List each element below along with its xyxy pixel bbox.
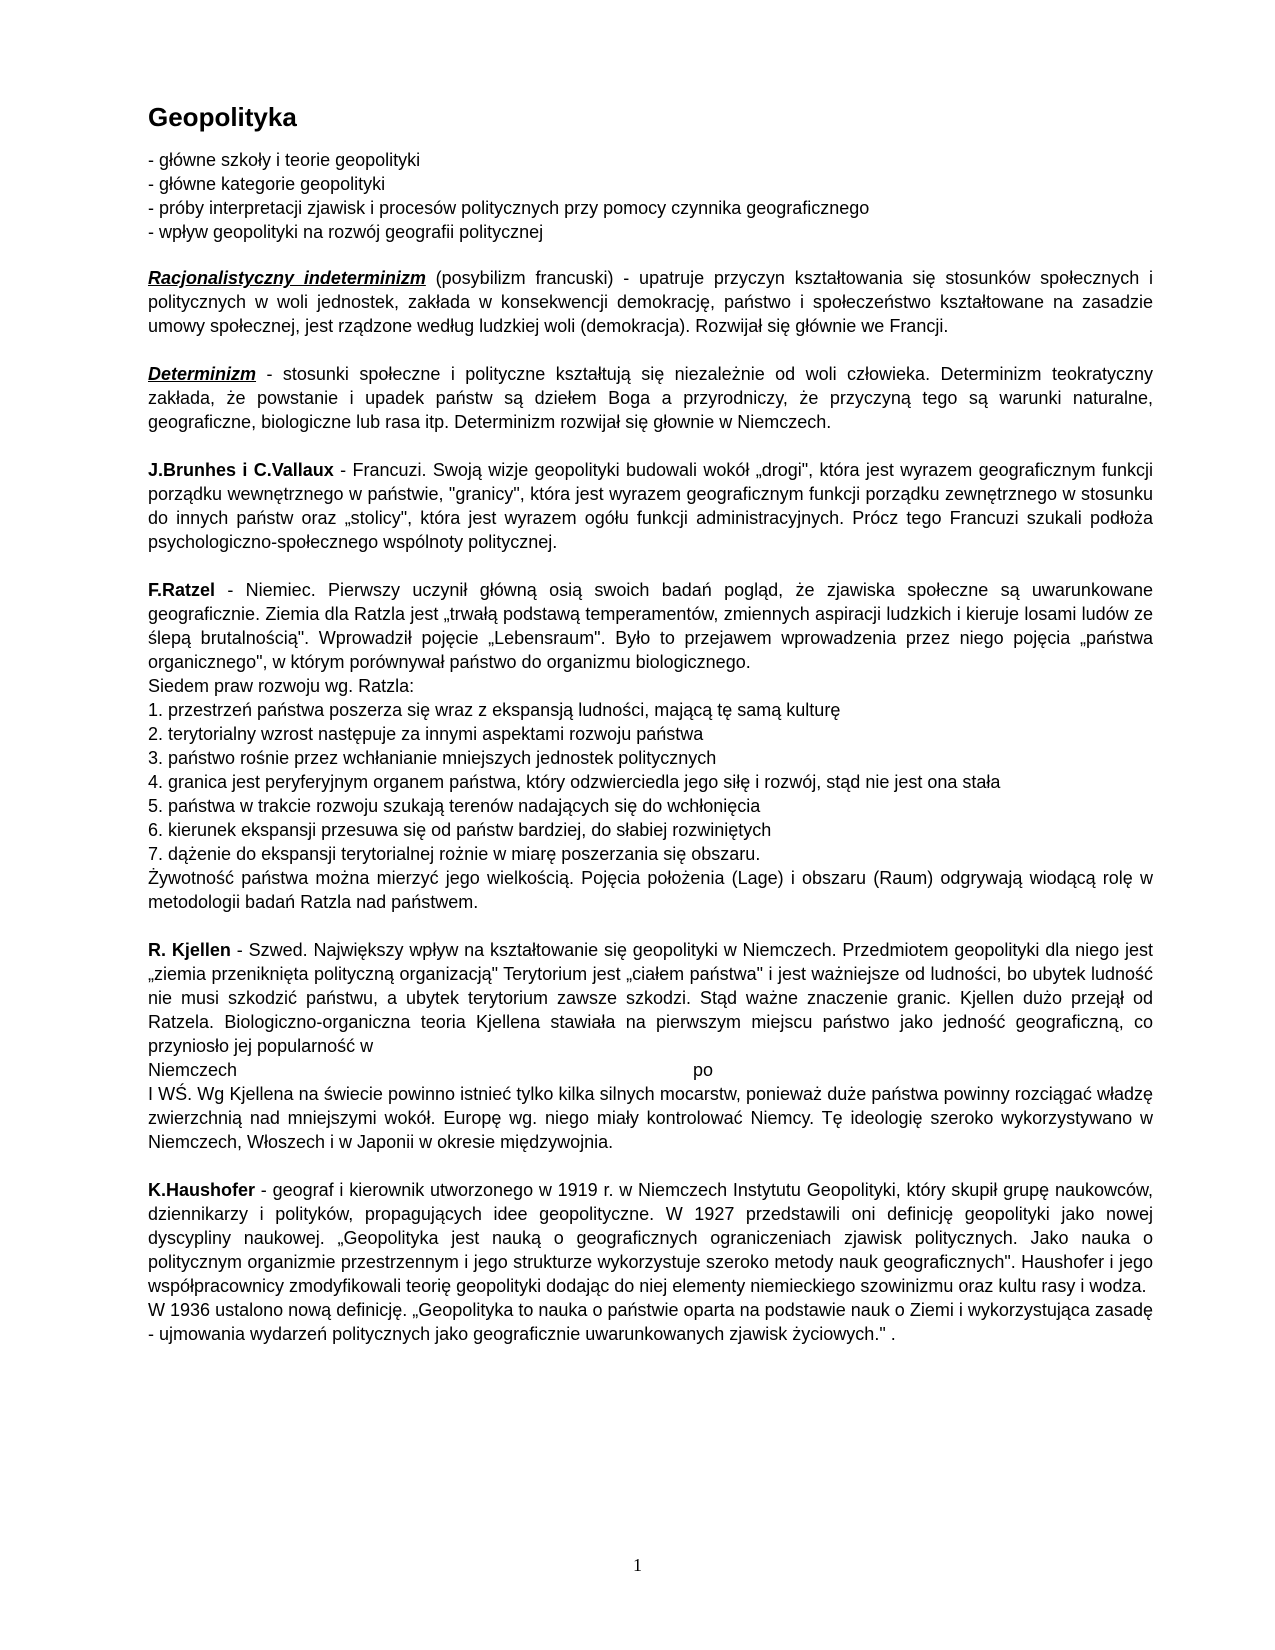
paragraph-text: - geograf i kierownik utworzonego w 1919 r. w Niemczech Instytutu Geopolityki, który skupił grupę naukowców, dziennikarzy i polityków, propagujących idee geopolityczne. W 1927 przedstawili oni definicję geopolityki jako nowej dyscypliny naukowej. „Geopolityka jest nauką o geograficznych ograniczeniach zjawisk politycznych. Jako nauka o politycznym organizmie przestrzennym i jego strukturze wykorzystuje szeroko metody nauk geograficznych". Haushofer i jego współpracownicy zmodyfikowali teorię geopolityki dodając do niej elementy niemieckiego szowinizmu oraz kultu rasy i wodza. <box>148 1180 1153 1296</box>
list-item: 4. granica jest peryferyjnym organem państwa, który odzwierciedla jego siłę i rozwój, stąd nie jest ona stała <box>148 772 1001 792</box>
list-item: 1. przestrzeń państwa poszerza się wraz z ekspansją ludności, mającą tę samą kulturę <box>148 700 841 720</box>
paragraph-text: (posybilizm francuski) - upatruje przyczyn kształtowania się stosunków społecznych i politycznych w woli jednostek, zakłada w konsekwencji demokrację, państwo i społeczeństwo kształtowane na zasadzie umowy społecznej, jest rządzone według ludzkiej woli (demokracja). Rozwijał się głównie we Francji. <box>148 268 1154 336</box>
split-right: po <box>692 1060 713 1080</box>
paragraph-determinizm <box>148 362 1153 434</box>
paragraph-haushofer <box>148 1178 1153 1298</box>
section-ratzel <box>148 578 1153 914</box>
topic-item: - próby interpretacji zjawisk i procesów politycznych przy pomocy czynnika geograficznego <box>148 198 870 218</box>
paragraph-haushofer-second: W 1936 ustalono nową definicję. „Geopolityka to nauka o państwie oparta na podstawie nauk o Ziemi i wykorzystująca zasadę - ujmowania wydarzeń politycznych jako geograficznie uwarunkowanych zjawisk życiowych." . <box>148 1300 1153 1344</box>
term-brunhes: J.Brunhes i C.Vallaux <box>148 460 334 480</box>
topic-list <box>148 148 1153 244</box>
section-haushofer <box>148 1178 1153 1346</box>
paragraph-kjellen <box>148 938 1153 1058</box>
term-kjellen: R. Kjellen <box>148 940 231 960</box>
topic-item: - główne kategorie geopolityki <box>148 174 386 194</box>
split-line <box>148 1058 1153 1082</box>
paragraph-racjonalistyczny <box>148 266 1153 338</box>
section-kjellen <box>148 938 1153 1154</box>
paragraph-text: - stosunki społeczne i polityczne kształtują się niezależnie od woli człowieka. Determinizm teokratyczny zakłada, że powstanie i upadek państw są dziełem Boga a przyrodniczy, że przyczyną tego są warunki naturalne, geograficzne, biologiczne lub rasa itp. Determinizm rozwijał się głownie w Niemczech. <box>148 364 1153 432</box>
list-item: 5. państwa w trakcie rozwoju szukają terenów nadających się do wchłonięcia <box>148 796 761 816</box>
paragraph-ratzel <box>148 578 1153 674</box>
paragraph-kjellen-continuation: I WŚ. Wg Kjellena na świecie powinno istnieć tylko kilka silnych mocarstw, ponieważ duże państwa powinny rozciągać władzę zwierzchnią nad mniejszymi wokół. Europę wg. niego miały kontrolować Niemcy. Tę ideologię szeroko wykorzystywano w Niemczech, Włoszech i w Japonii w okresie międzywojnia. <box>148 1084 1153 1152</box>
ratzel-laws <box>148 674 1153 866</box>
list-item: 3. państwo rośnie przez wchłanianie mniejszych jednostek politycznych <box>148 748 717 768</box>
document-title: Geopolityka <box>148 102 297 132</box>
paragraph-brunhes <box>148 458 1153 554</box>
term-ratzel: F.Ratzel <box>148 580 216 600</box>
paragraph-ratzel-closing: Żywotność państwa można mierzyć jego wielkością. Pojęcia położenia (Lage) i obszaru (Raum) odgrywają wiodącą rolę w metodologii badań Ratzla nad państwem. <box>148 868 1153 912</box>
topic-item: - wpływ geopolityki na rozwój geografii politycznej <box>148 222 544 242</box>
term-haushofer: K.Haushofer <box>148 1180 256 1200</box>
list-item: 2. terytorialny wzrost następuje za innymi aspektami rozwoju państwa <box>148 724 704 744</box>
laws-intro: Siedem praw rozwoju wg. Ratzla: <box>148 676 415 696</box>
paragraph-text: - Szwed. Największy wpływ na kształtowanie się geopolityki w Niemczech. Przedmiotem geopolityki dla niego jest „ziemia przeniknięta polityczną organizacją" Terytorium jest „ciałem państwa" i jest ważniejsze od ludności, bo ubytek ludność nie musi szkodzić państwu, a ubytek terytorium zawsze szkodzi. Stąd ważne znaczenie granic. Kjellen dużo przejął od Ratzela. Biologiczno-organiczna teoria Kjellena stawiała na pierwszym miejscu państwo jako jedność geograficzną, co przyniosło jej popularność w <box>148 940 1153 1056</box>
split-left: Niemczech <box>148 1060 238 1080</box>
page-number: 1 <box>633 1555 642 1575</box>
topic-item: - główne szkoły i teorie geopolityki <box>148 150 421 170</box>
paragraph-text: - Niemiec. Pierwszy uczynił główną osią swoich badań pogląd, że zjawiska społeczne są uwarunkowane geograficznie. Ziemia dla Ratzla jest „trwałą podstawą temperamentów, zmiennych aspiracji ludzkich i kieruje losami ludów ze ślepą brutalnością". Wprowadził pojęcie „Lebensraum". Było to przejawem wprowadzenia przez niego pojęcia „państwa organicznego", w którym porównywał państwo do organizmu biologicznego. <box>148 580 1153 672</box>
term-racjonalistyczny: Racjonalistyczny indeterminizm <box>148 268 426 288</box>
paragraph-text: - Francuzi. Swoją wizje geopolityki budowali wokół „drogi", która jest wyrazem geograficznym funkcji porządku wewnętrznego w państwie, "granicy", która jest wyrazem geograficznym funkcji porządku zewnętrznego w stosunku do innych państw oraz „stolicy", która jest wyrazem ogółu funkcji administracyjnych. Prócz tego Francuzi szukali podłoża psychologiczno-społecznego wspólnoty politycznej. <box>148 460 1153 552</box>
list-item: 6. kierunek ekspansji przesuwa się od państw bardziej, do słabiej rozwiniętych <box>148 820 772 840</box>
term-determinizm: Determinizm <box>148 364 257 384</box>
list-item: 7. dążenie do ekspansji terytorialnej rożnie w miarę poszerzania się obszaru. <box>148 844 761 864</box>
